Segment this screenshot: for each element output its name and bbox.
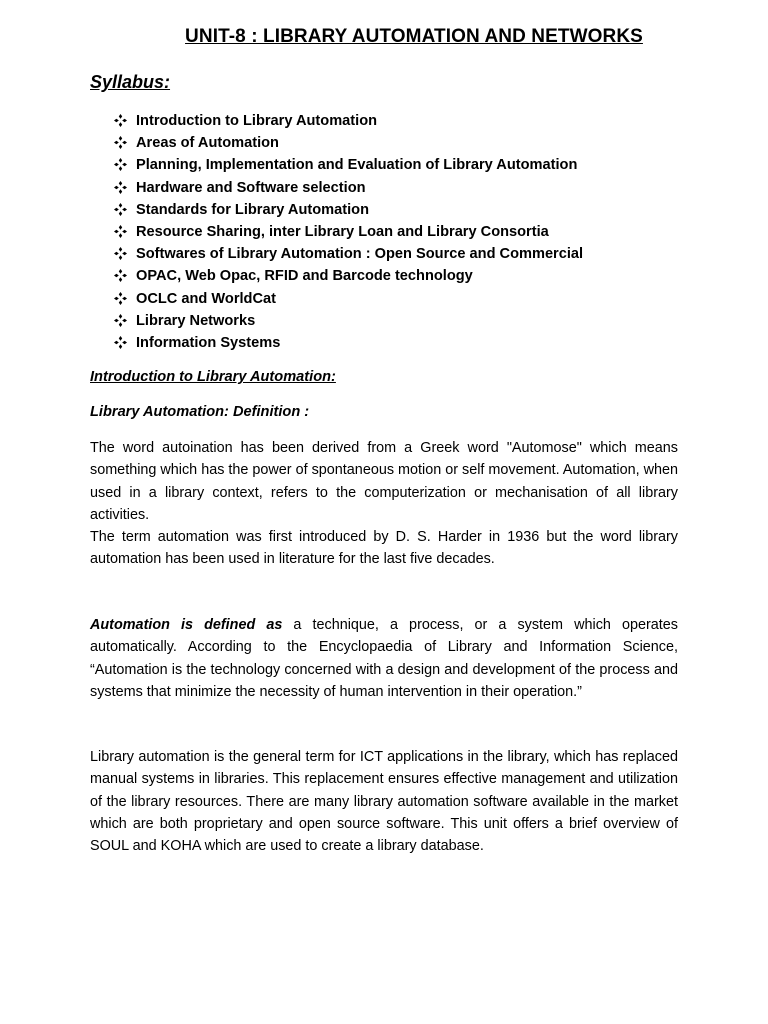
syllabus-item-label: Introduction to Library Automation [136, 113, 378, 129]
four-diamond-bullet-icon [114, 181, 128, 195]
syllabus-item-label: Areas of Automation [136, 135, 279, 152]
syllabus-item-label: Softwares of Library Automation : Open Source and Commercial [136, 246, 584, 263]
four-diamond-bullet-icon [114, 314, 128, 328]
syllabus-item-label: Planning, Implementation and Evaluation of Library Automation [136, 157, 578, 174]
syllabus-item [114, 288, 583, 310]
syllabus-item [114, 110, 583, 132]
syllabus-item [114, 177, 583, 199]
syllabus-item-label: OPAC, Web Opac, RFID and Barcode technology [136, 268, 473, 285]
syllabus-item [114, 310, 583, 332]
syllabus-item [114, 199, 583, 221]
syllabus-item [114, 221, 583, 243]
definition-paragraph [90, 437, 678, 571]
history-text: The term automation was first introduced by D. S. Harder in 1936 but the word library automation has been used in literature for the last five decades. [90, 529, 678, 568]
definition-heading: Library Automation: Definition : [90, 404, 310, 420]
unit-title: UNIT-8 : LIBRARY AUTOMATION AND NETWORKS [185, 26, 643, 47]
syllabus-item-label: Hardware and Software selection [136, 179, 366, 196]
syllabus-item [114, 332, 583, 354]
four-diamond-bullet-icon [114, 336, 128, 350]
intro-section-heading: Introduction to Library Automation: [90, 369, 336, 385]
four-diamond-bullet-icon [114, 136, 128, 150]
four-diamond-bullet-icon [114, 292, 128, 306]
library-automation-paragraph: Library automation is the general term for ICT applications in the library, which has replaced manual systems in libraries. This replacement ensures effective management and utilization of the library resources. There are many library automation software available in the market which are both proprietary and open source software. This unit offers a brief overview of SOUL and KOHA which are used to create a library database. [90, 749, 678, 855]
automation-definition-paragraph [90, 614, 678, 703]
four-diamond-bullet-icon [114, 247, 128, 261]
syllabus-item [114, 132, 583, 154]
four-diamond-bullet-icon [114, 158, 128, 172]
four-diamond-bullet-icon [114, 114, 128, 128]
syllabus-heading: Syllabus: [90, 72, 171, 92]
syllabus-item-label: Resource Sharing, inter Library Loan and Library Consortia [136, 223, 549, 240]
four-diamond-bullet-icon [114, 225, 128, 239]
four-diamond-bullet-icon [114, 203, 128, 217]
syllabus-item-label: OCLC and WorldCat [136, 290, 276, 307]
syllabus-item-label: Information Systems [136, 334, 281, 351]
syllabus-item-label: Standards for Library Automation [136, 201, 369, 218]
syllabus-item [114, 154, 583, 176]
definition-text: The word autoination has been derived from a Greek word "Automose" which means something which has the power of spontaneous motion or self movement. Automation, when used in a library context, refers to the computerization or mechanisation of all library activities. [90, 440, 678, 523]
syllabus-item-label: Library Networks [136, 312, 256, 329]
automation-defined-lead: Automation is defined as [90, 617, 283, 633]
four-diamond-bullet-icon [114, 269, 128, 283]
automation-defined-text: a technique, a process, or a system which operates automatically. According to the Encyclopaedia of Library and Information Science, “Automation is the technology concerned with a design and development of the process and systems that minimize the necessity of human intervention in their operation.” [90, 617, 678, 700]
syllabus-item [114, 243, 583, 265]
syllabus-item [114, 265, 583, 287]
syllabus-list [114, 110, 583, 354]
